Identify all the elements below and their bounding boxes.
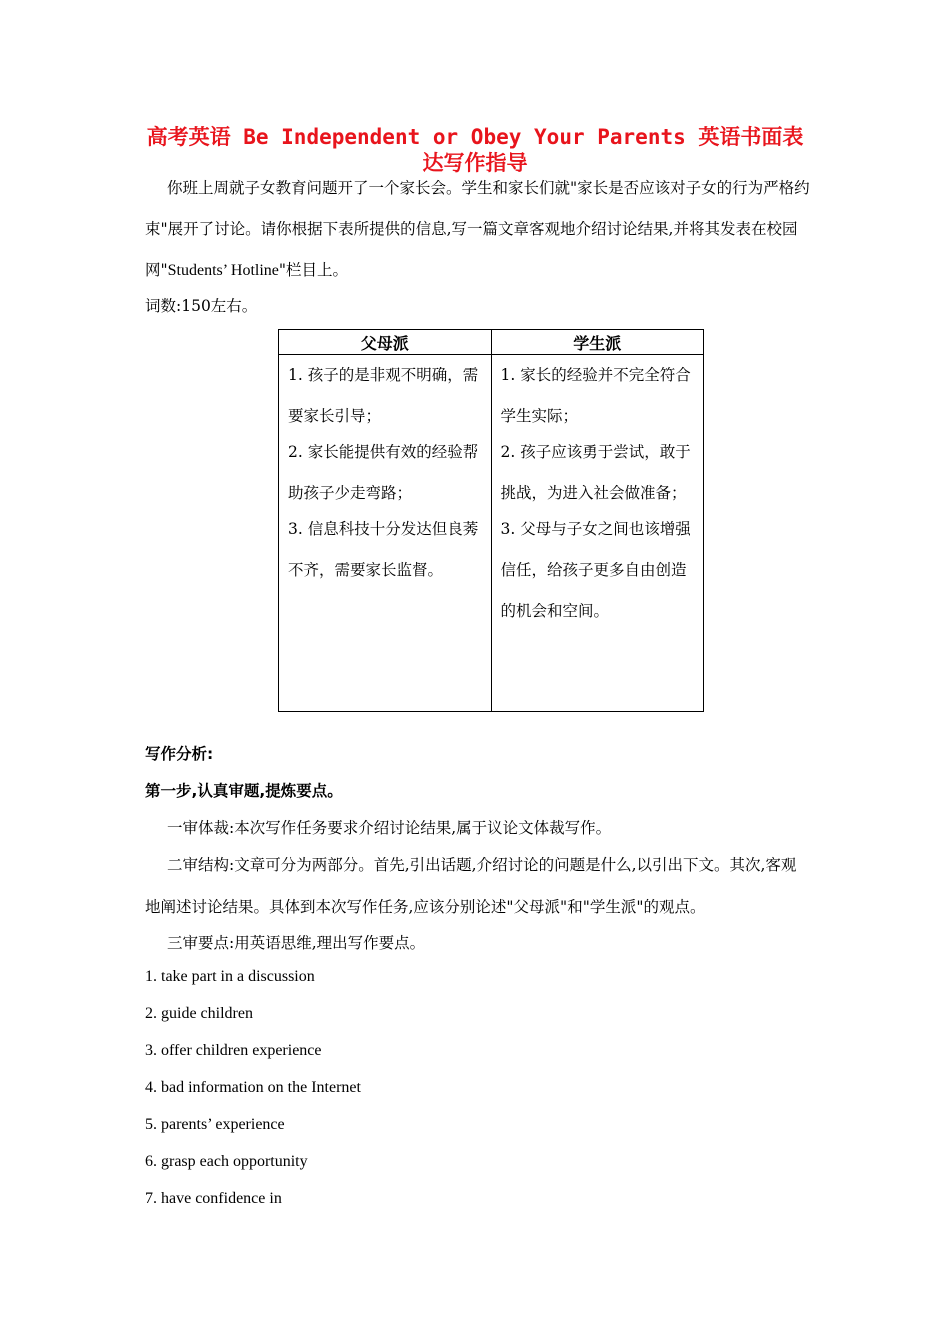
page-title: 高考英语 Be Independent or Obey Your Parents 英语书面表达写作指导 <box>146 125 804 175</box>
students-cell <box>491 355 704 712</box>
parents-cell <box>279 355 492 712</box>
analysis-genre: 一审体裁:本次写作任务要求介绍讨论结果,属于议论文体裁写作。 <box>167 819 612 837</box>
students-point-3: 3. 父母与子女之间也该增强信任，给孩子更多自由创造的机会和空间。 <box>500 520 691 620</box>
analysis-structure: 二审结构:文章可分为两部分。首先,引出话题,介绍讨论的问题是什么,以引出下文。其次,客观地阐述讨论结果。具体到本次写作任务,应该分别论述"父母派"和"学生派"的观点。 <box>145 856 797 916</box>
viewpoint-table <box>278 329 704 712</box>
list-item: 3. offer children experience <box>145 1042 322 1059</box>
list-item: 1. take part in a discussion <box>145 968 315 985</box>
header-students: 学生派 <box>491 330 704 355</box>
students-point-2: 2. 孩子应该勇于尝试，敢于挑战，为进入社会做准备； <box>500 443 691 502</box>
table-row <box>279 355 704 712</box>
analysis-heading: 写作分析: <box>145 745 214 763</box>
parents-point-1: 1. 孩子的是非观不明确，需要家长引导； <box>288 366 479 425</box>
list-item: 6. grasp each opportunity <box>145 1153 308 1170</box>
task-intro <box>145 168 810 291</box>
analysis-points: 三审要点:用英语思维,理出写作要点。 <box>167 934 426 952</box>
list-item: 7. have confidence in <box>145 1190 282 1207</box>
header-parents: 父母派 <box>279 330 492 355</box>
list-item: 5. parents’ experience <box>145 1116 285 1133</box>
students-point-1: 1. 家长的经验并不完全符合学生实际； <box>500 366 691 425</box>
intro-text-2: "栏目上。 <box>278 261 349 279</box>
parents-point-2: 2. 家长能提供有效的经验帮助孩子少走弯路； <box>288 443 479 502</box>
step1-heading: 第一步,认真审题,提炼要点。 <box>145 782 343 800</box>
intro-column-name: Students’ Hotline <box>167 262 279 279</box>
list-item: 4. bad information on the Internet <box>145 1079 361 1096</box>
table-header-row <box>279 330 704 355</box>
list-item: 2. guide children <box>145 1005 253 1022</box>
word-count: 词数:150左右。 <box>145 297 258 315</box>
intro-text-1: 你班上周就子女教育问题开了一个家长会。学生和家长们就"家长是否应该对子女的行为严格约束"展开了讨论。请你根据下表所提供的信息,写一篇文章客观地介绍讨论结果,并将其发表在校园网" <box>145 179 810 279</box>
parents-point-3: 3. 信息科技十分发达但良莠不齐，需要家长监督。 <box>288 520 479 579</box>
